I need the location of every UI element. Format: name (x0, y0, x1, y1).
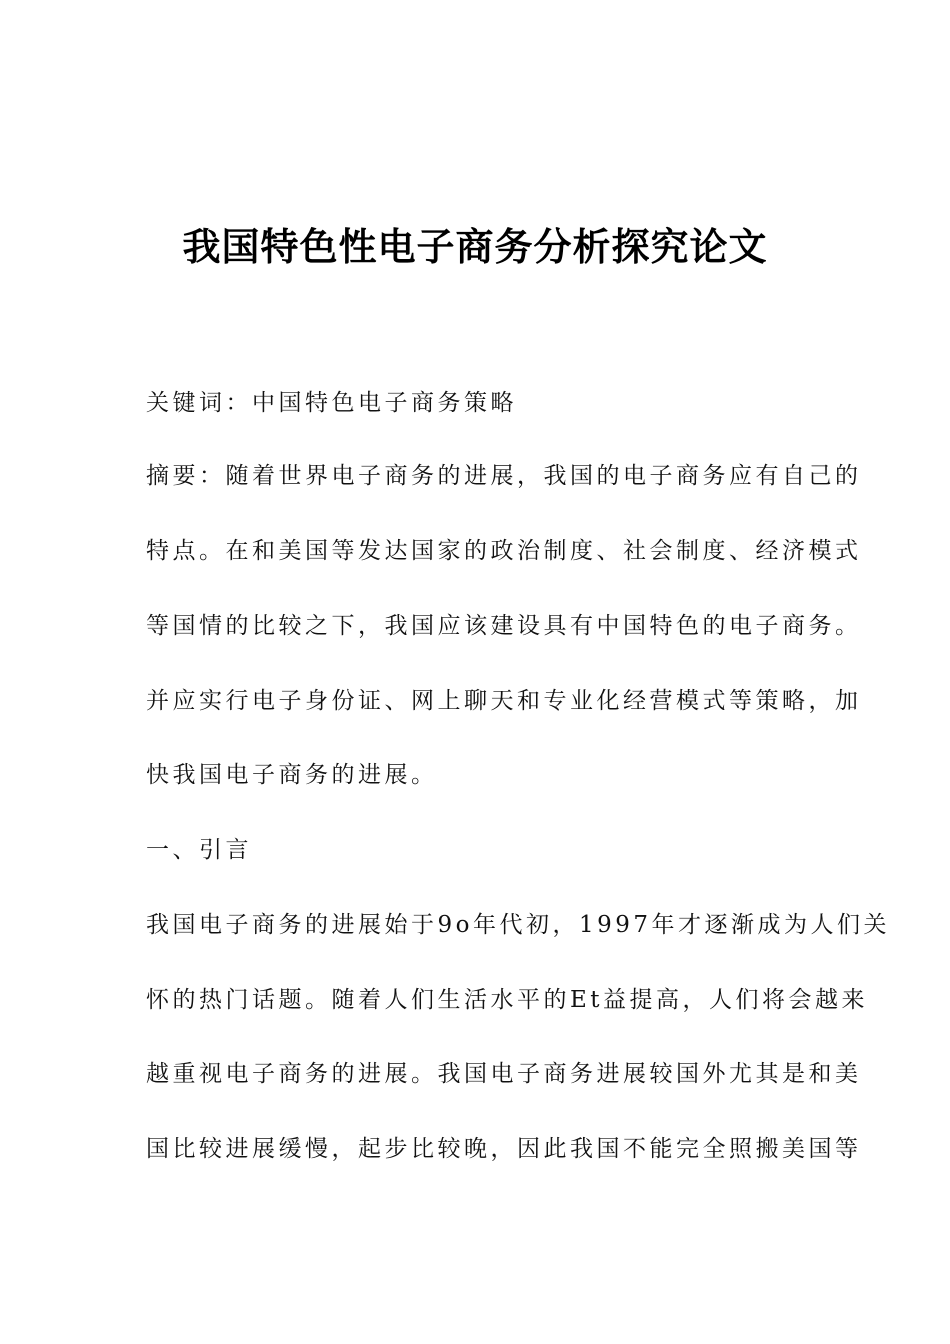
document-title: 我国特色性电子商务分析探究论文 (182, 225, 768, 269)
abstract-line: 特点。在和美国等发达国家的政治制度、社会制度、经济模式 (146, 538, 862, 564)
body-line: 我国电子商务的进展始于9o年代初，1997年才逐渐成为人们关 (146, 912, 891, 938)
body-line: 国比较进展缓慢，起步比较晚，因此我国不能完全照搬美国等 (146, 1136, 862, 1162)
abstract-line: 摘要：随着世界电子商务的进展，我国的电子商务应有自己的 (146, 463, 862, 489)
section-heading: 一、引言 (146, 837, 252, 863)
body-line: 怀的热门话题。随着人们生活水平的Et益提高，人们将会越来 (146, 987, 869, 1013)
body-line: 越重视电子商务的进展。我国电子商务进展较国外尤其是和美 (146, 1061, 862, 1087)
abstract-line: 并应实行电子身份证、网上聊天和专业化经营模式等策略，加 (146, 688, 862, 714)
abstract-line: 快我国电子商务的进展。 (146, 762, 438, 788)
keywords-line: 关键词：中国特色电子商务策略 (146, 390, 517, 416)
abstract-line: 等国情的比较之下，我国应该建设具有中国特色的电子商务。 (146, 613, 862, 639)
